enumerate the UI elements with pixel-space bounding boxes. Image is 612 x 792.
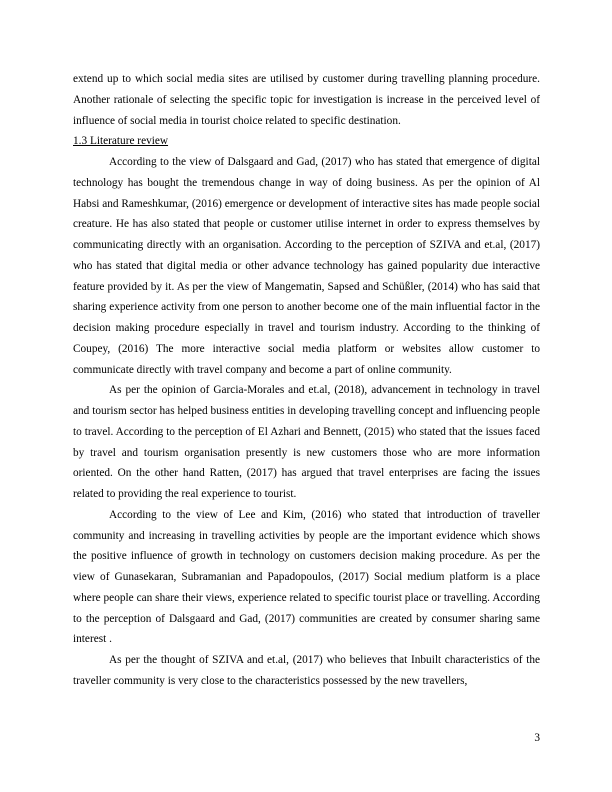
literature-paragraph-3: According to the view of Lee and Kim, (2016) who stated that introduction of traveller community and increasing in travelling activities by people are the important evidence which shows the positive influence of growth in technology on customers decision making procedure. As per the view of Gunasekaran, Subramanian and Papadopoulos, (2017) Social medium platform is a place where people can share their views, experience related to specific tourist place or travelling. According to the perception of Dalsgaard and Gad, (2017) communities are created by consumer sharing same interest . <box>73 508 540 646</box>
page-number: 3 <box>534 732 540 744</box>
section-heading: 1.3 Literature review <box>73 135 169 148</box>
literature-paragraph-2: As per the opinion of Garcia-Morales and et.al, (2018), advancement in technology in travel and tourism sector has helped business entities in developing travelling concept and influencing people to travel. According to the perception of El Azhari and Bennett, (2015) who stated that the issues faced by travel and tourism organisation presently is new customers those who are more information oriented. On the other hand Ratten, (2017) has argued that travel enterprises are facing the issues related to providing the real experience to tourist. <box>73 384 540 500</box>
intro-paragraph: extend up to which social media sites are utilised by customer during travelling planning procedure. Another rationale of selecting the specific topic for investigation is increase in the perceived level of influence of social media in tourist choice related to specific destination. <box>73 73 540 127</box>
literature-paragraph-1: According to the view of Dalsgaard and Gad, (2017) who has stated that emergence of digital technology has bought the tremendous change in way of doing business. As per the opinion of Al Habsi and Rameshkumar, (2016) emergence or development of interactive sites has made people social creature. He has also stated that people or customer utilise internet in order to express themselves by communicating directly with an organisation. According to the perception of SZIVA and et.al, (2017) who has stated that digital media or other advance technology has gained popularity due interactive feature provided by it. As per the view of Mangematin, Sapsed and Schüßler, (2014) who has said that sharing experience activity from one person to another become one of the main influential factor in the decision making procedure especially in travel and tourism industry. According to the thinking of Coupey, (2016) The more interactive social media platform or websites allow customer to communicate directly with travel company and become a part of online community. <box>73 156 540 376</box>
page-body <box>73 69 540 692</box>
literature-paragraph-4: As per the thought of SZIVA and et.al, (2017) who believes that Inbuilt characteristics of the traveller community is very close to the characteristics possessed by the new travellers, <box>73 654 540 687</box>
